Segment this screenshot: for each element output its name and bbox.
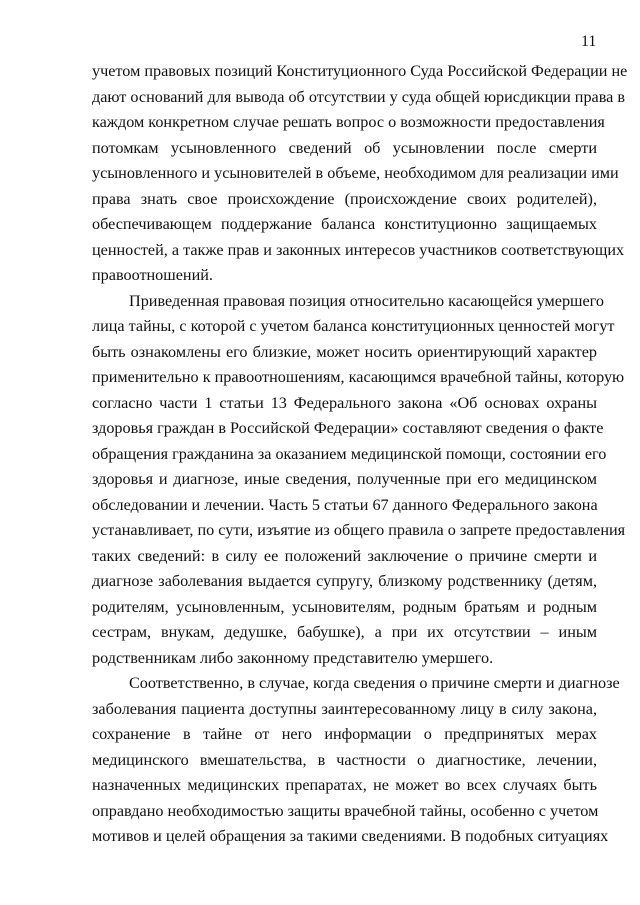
paragraph-3 <box>92 671 620 850</box>
text-line: Приведенная правовая позиция относительно касающейся умершего <box>129 291 605 310</box>
paragraph-1 <box>92 59 628 289</box>
text-line: назначенных медицинских препаратах, не может во всех случаях быть <box>92 776 597 794</box>
page-number: 11 <box>581 33 597 50</box>
text-line: обследовании и лечении. Часть 5 статьи 67 данного Федерального закона <box>92 495 598 514</box>
text-line: родственникам либо законному представителю умершего. <box>92 648 494 667</box>
text-line: родителям, усыновленным, усыновителям, родным братьям и родным <box>92 597 597 616</box>
text-line: применительно к правоотношениям, касающимся врачебной тайны, которую <box>92 368 625 386</box>
text-line: мотивов и целей обращения за такими сведениями. В подобных ситуациях <box>92 827 609 845</box>
text-line: потомкам усыновленного сведений об усыновлении после смерти <box>92 138 597 157</box>
text-line: учетом правовых позиций Конституционного Суда Российской Федерации не <box>92 62 628 80</box>
text-line: права знать свое происхождение (происхождение своих родителей), <box>92 189 597 208</box>
text-line: дают оснований для вывода об отсутствии у суда общей юрисдикции права в <box>92 87 626 106</box>
text-line: здоровья граждан в Российской Федерации» составляют сведения о факте <box>92 419 604 437</box>
text-line: сохранение в тайне от него информации о предпринятых мерах <box>92 725 597 743</box>
body-text <box>92 59 628 850</box>
text-line: ценностей, а также прав и законных интересов участников соответствующих <box>92 240 625 259</box>
text-line: обеспечивающем поддержание баланса конституционно защищаемых <box>92 215 597 233</box>
text-line: сестрам, внукам, дедушке, бабушке), а при их отсутствии – иным <box>92 623 597 641</box>
text-line: таких сведений: в силу ее положений заключение о причине смерти и <box>92 546 597 565</box>
text-line: диагнозе заболевания выдается супругу, близкому родственнику (детям, <box>92 572 597 590</box>
text-line: заболевания пациента доступны заинтересованному лицу в силу закона, <box>92 699 597 718</box>
text-line: Соответственно, в случае, когда сведения о причине смерти и диагнозе <box>129 674 620 692</box>
text-line: оправдано необходимостью защиты врачебной тайны, особенно с учетом <box>92 801 599 820</box>
text-line: каждом конкретном случае решать вопрос о возможности предоставления <box>92 113 605 131</box>
text-line: быть ознакомлены его близкие, может носить ориентирующий характер <box>92 342 597 361</box>
text-line: здоровья и диагнозе, иные сведения, полученные при его медицинском <box>92 470 597 488</box>
text-line: правоотношений. <box>92 266 213 284</box>
text-line: усыновленного и усыновителей в объеме, необходимом для реализации ими <box>92 164 619 182</box>
text-line: лица тайны, с которой с учетом баланса конституционных ценностей могут <box>92 317 615 335</box>
text-line: медицинского вмешательства, в частности о диагностике, лечении, <box>92 750 597 769</box>
text-line: устанавливает, по сути, изъятие из общего правила о запрете предоставления <box>92 521 626 539</box>
paragraph-2 <box>92 289 626 672</box>
text-line: обращения гражданина за оказанием медицинской помощи, состоянии его <box>92 444 607 463</box>
text-line: согласно части 1 статьи 13 Федерального закона «Об основах охраны <box>92 393 597 412</box>
